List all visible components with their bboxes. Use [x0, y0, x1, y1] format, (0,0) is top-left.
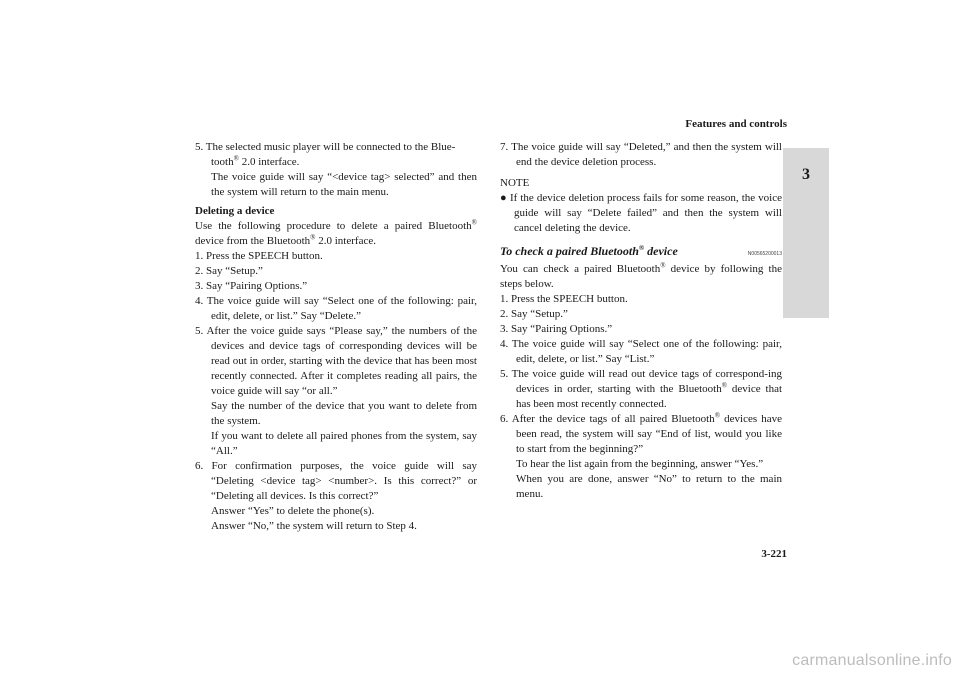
step-6-sub-1: Answer “Yes” to delete the phone(s).	[211, 505, 375, 517]
step-7-deleted: 7. The voice guide will say “Deleted,” and then the system will end the device deletion process.	[500, 141, 782, 168]
running-header: Features and controls	[685, 118, 787, 130]
note-title: NOTE	[500, 177, 530, 189]
note-bullet: ● If the device deletion process fails for some reason, the voice guide will say “Delete failed” and then the system will cancel deleting the device.	[500, 192, 782, 234]
section-heading-deleting: Deleting a device	[195, 205, 275, 217]
list-item: 2. Say “Setup.”	[195, 265, 263, 277]
step-5-sub-1: Say the number of the device that you want to delete from the system.	[211, 400, 477, 427]
list-item: 5. After the voice guide says “Please say,” the numbers of the devices and device tags of corresponding devices will be read out in order, starting with the device that has been most recently connected. After it completes reading all pairs, the voice guide will say “or all.”	[195, 325, 477, 397]
list-item: 1. Press the SPEECH button.	[195, 250, 323, 262]
list-item: 3. Say “Pairing Options.”	[500, 323, 613, 335]
list-item: 5. The voice guide will read out device tags of correspond-ing devices in order, starting with the Bluetooth® device that has been most recently connected.	[500, 368, 783, 410]
watermark: carmanualsonline.info	[792, 652, 952, 669]
list-item: 1. Press the SPEECH button.	[500, 293, 628, 305]
section-heading-check	[500, 244, 782, 262]
list-item: 6. For confirmation purposes, the voice guide will say “Deleting <device tag> <number>. Is this correct?” or “Deleting all devices. Is this correct?”	[195, 460, 477, 502]
list-item: 4. The voice guide will say “Select one of the following: pair, edit, delete, or list.” Say “List.”	[500, 338, 782, 365]
step-6-sub-1: To hear the list again from the beginning, answer “Yes.”	[516, 458, 764, 470]
deleting-intro: Use the following procedure to delete a paired Bluetooth® device from the Bluetooth® 2.0 interface.	[195, 218, 477, 247]
right-column	[500, 140, 782, 502]
step-5-connect: 5. The selected music player will be connected to the Blue- tooth® 2.0 interface.	[195, 141, 456, 168]
step-5-detail: The voice guide will say “<device tag> selected” and then the system will return to the main menu.	[211, 171, 477, 198]
left-column	[195, 140, 477, 534]
chapter-number: 3	[802, 166, 810, 183]
list-item: 3. Say “Pairing Options.”	[195, 280, 308, 292]
bullet-icon: ●	[500, 192, 507, 204]
section-title: To check a paired Bluetooth® device	[500, 244, 678, 258]
check-intro: You can check a paired Bluetooth® device by following the steps below.	[500, 261, 782, 290]
section-code: N00565200013	[747, 251, 782, 257]
step-5-sub-2: If you want to delete all paired phones from the system, say “All.”	[211, 430, 477, 457]
step-6-sub-2: Answer “No,” the system will return to Step 4.	[211, 520, 417, 532]
list-item: 6. After the device tags of all paired Bluetooth® devices have been read, the system will say “End of list, would you like to start from the beginning?”	[500, 411, 782, 455]
list-item: 2. Say “Setup.”	[500, 308, 568, 320]
chapter-tab	[783, 148, 829, 318]
page-number: 3-221	[761, 548, 787, 560]
step-6-sub-2: When you are done, answer “No” to return to the main menu.	[516, 473, 782, 500]
list-item: 4. The voice guide will say “Select one of the following: pair, edit, delete, or list.” Say “Delete.”	[195, 295, 477, 322]
